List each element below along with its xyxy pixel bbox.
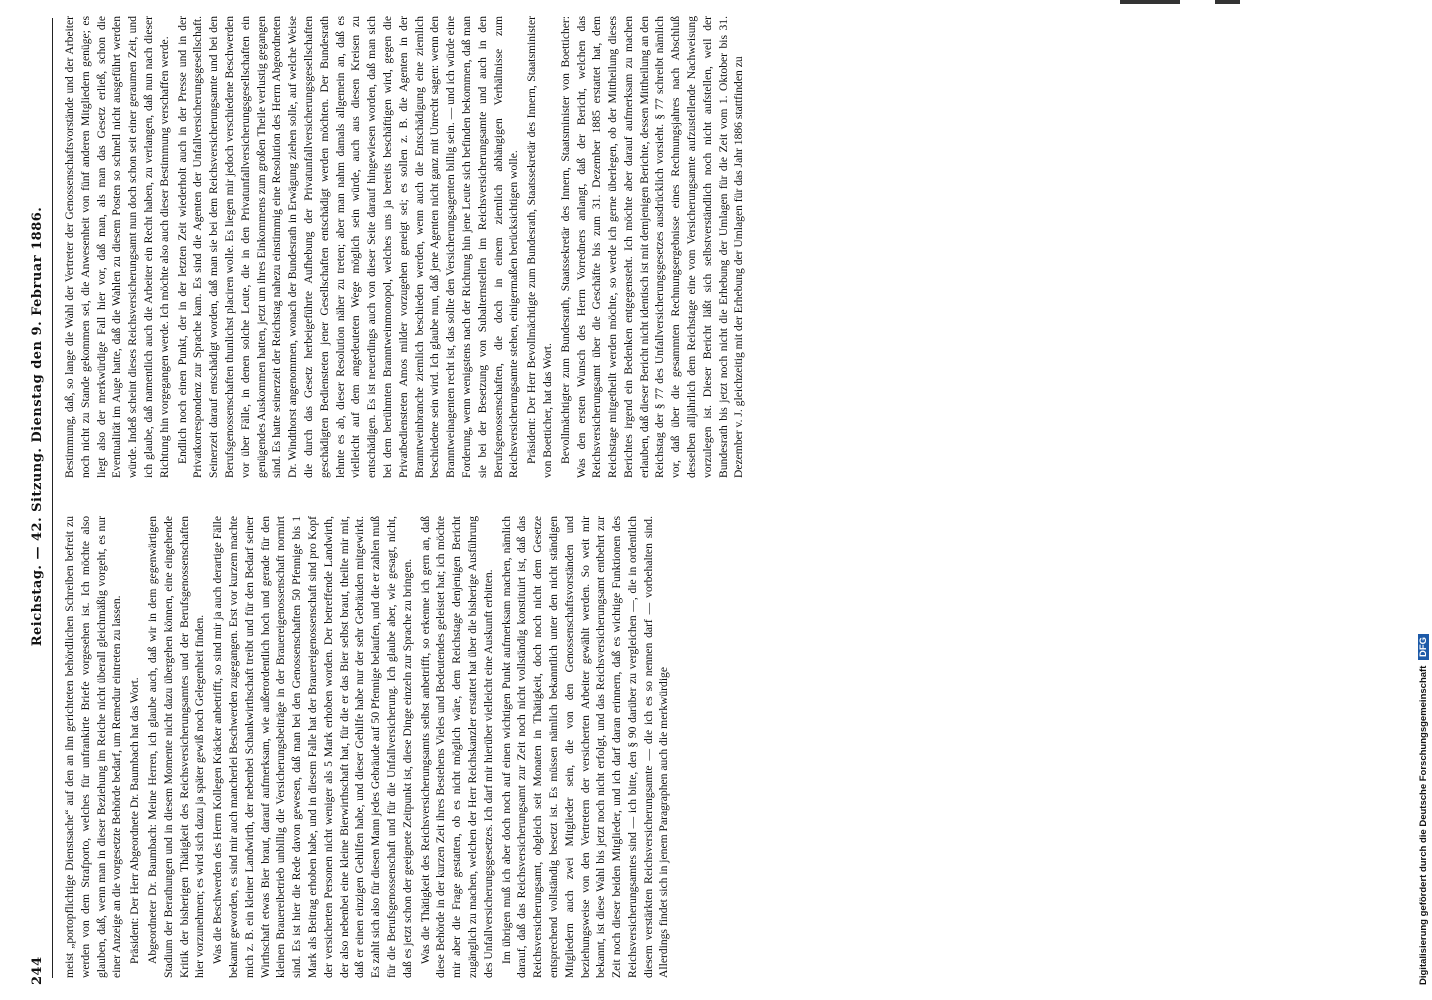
text-column-left (62, 516, 671, 978)
paragraph: Endlich noch einen Punkt, der in der letzten Zeit wiederholt auch in der Presse und in der Privatkorrespondenz zur Sprache kam. Es sind die Agenten der Unfallversicherungsgesellschaft. Seinerzeit darauf entschädigt worden, daß man sie bei dem Reichsversicherungsamte und bei den Berufsgenossenschaften thunlichst placiren wolle. Es liegen mir jedoch verschiedene Beschwerden vor über Fälle, in denen solche Leute, die in den Privatunfallversicherungsgesellschaften ein genügendes Auskommen hatten, jetzt um ihres Einkommens zum großen Theile verlustig gegangen sind. Es hatte seinerzeit der Reichstag nahezu einstimmig eine Resolution des Herrn Abgeordneten Dr. Windthorst angenommen, wonach der Bundesrath in Erwägung ziehen solle, auf welche Weise die durch das Gesetz herbeigeführte Aufhebung der Privatunfallversicherungsgesellschaften geschädigten Bediensteten jener Gesellschaften entschädigt werden möchten. Der Bundesrath lehnte es ab, dieser Resolution näher zu treten; aber man nahm damals allgemein an, daß es vielleicht auf dem angedeuteten Wege möglich sein würde, auch aus diesen Kreisen zu entschädigen. Es ist neuerdings auch von dieser Seite darauf hingewiesen worden, daß man sich bei dem berühmten Branntweinmonopol, welches uns ja bereits beschäftigen wird, gegen die Privatbediensteten Amos milder vorzugehen geneigt sei; es sollen z. B. die Agenten in der Branntweinbranche ziemlich beschieden werden, wenn auch die Entschädigung eine ziemlich beschiedene sein wird. Ich glaube nun, daß jene Agenten nicht ganz mit Unrecht sagen: wenn den Branntweinagenten recht ist, das sollte den Versicherungsagenten billig sein. — und ich würde eine Forderung, wenn wenigstens nach der Richtung hin jene Leute sich befinden bekommen, daß man sie bei der Besetzung von Subalternstellen im Reichsversicherungsamte und auch in den Berufsgenossenschaften, die doch in einem ziemlich abhängigen Verhältnisse zum Reichsversicherungsamte stehen, einigermaßen berücksichtigen wolle. (175, 16, 521, 478)
paragraph: Was die Beschwerden des Herrn Kollegen Kräcker anbetrifft, so sind mir ja auch derartige Fälle bekannt geworden, es sind mir auch mancherlei Beschwerden zugegangen. Erst vor kurzem machte mich z. B. ein kleiner Landwirth, der nebenbei Schankwirthschaft treibt und für den Bedarf seiner Wirthschaft etwas Bier braut, darauf aufmerksam, wie außerordentlich hoch und gerade für den kleinen Brauereibetrieb unbillig die Versicherungsbeiträge in der Brauereigenossenschaft normirt sind. Es ist hier die Rede davon gewesen, daß man bei den Genossenschaften 50 Pfennige bis 1 Mark als Beitrag erhoben habe, und in diesem Falle hat der Brauereigenossenschaft sind pro Kopf der versicherten Personen nicht weniger als 5 Mark erhoben worden. Der betreffende Landwirth, der also nebenbei eine kleine Bierwirthschaft hat, für die er das Bier selbst braut, theilte mir mit, daß er einen einzigen Gehilfen habe, und dieser Gehilfe habe nur der sehr Gebräuden mitgewirkt. Es zahlt sich also für diesen Mann jedes Gebräude auf 50 Pfennige belaufen, und die er zahlen muß für die Berufsgenossenschaft und für die Unfallversicherung. Ich glaube aber, wie gesagt, nicht, daß es jetzt schon der geeignete Zeitpunkt ist, diese Dinge einzeln zur Sprache zu bringen. (211, 516, 414, 978)
header-rule (52, 18, 53, 978)
paragraph: Präsident: Der Herr Bevollmächtigte zum Bundesrath, Staatssekretär des Innern, Staatsminister von Boetticher, hat das Wort. (525, 16, 554, 478)
digitization-text: Digitalisierung gefördert durch die Deutsche Forschungsgemeinschaft (1418, 665, 1429, 985)
digitization-note (1418, 634, 1429, 985)
page-number: 244 (30, 956, 45, 985)
paragraph: Präsident: Der Herr Abgeordnete Dr. Baumbach hat das Wort. (128, 677, 142, 964)
scan-artifact (1215, 0, 1240, 4)
paragraph: Bestimmung, daß, so lange die Wahl der Vertreter der Genossenschaftsvorstände und der Arbeiter noch nicht zu Stande gekommen sei, die Anwesenheit von fünf anderen Mitgliedern genüge; es liegt also der merkwürdige Fall hier vor, daß man, als man das Gesetz erließ, schon die Eventualität im Auge hatte, daß die Wahlen zu diesem Posten so schnell nicht ausgeführt werden würde. Indeß scheint dieses Reichsversicherungsamt nun doch schon seit einer geraumen Zeit, und ich glaube, daß namentlich auch die Arbeiter ein Recht haben, zu verlangen, daß nun nach dieser Richtung hin vorgegangen werde. Ich möchte also auch dieser Bestimmung verschaffen werde. (63, 16, 171, 478)
running-title: Reichstag. — 42. Sitzung. Dienstag den 9. Februar 1886. (30, 206, 45, 647)
paragraph: Abgeordneter Dr. Baumbach: Meine Herren, ich glaube auch, daß wir in dem gegenwärtigen Stadium der Berathungen und in diesem Momente nicht dazu übergehen können, eine eingehende Kritik der bisherigen Thätigkeit des Reichsversicherungsamtes und der Berufsgenossenschaften hier vorzunehmen; es wird sich dazu ja später gewiß noch Gelegenheit finden. (145, 516, 207, 978)
page-header (30, 207, 45, 985)
paragraph: Im übrigen muß ich aber doch noch auf einen wichtigen Punkt aufmerksam machen, nämlich darauf, daß das Reichsversicherungsamt zur Zeit noch nicht vollständig konstituirt ist, daß das Reichsversicherungsamt, obgleich seit Monaten in Thätigkeit, doch noch nicht dem Gesetze entsprechend vollständig besetzt ist. Es müssen nämlich bekanntlich unter den nicht ständigen Mitgliedern auch zwei Mitglieder sein, die von den Genossenschaftsvorständen und beziehungsweise von den Vertretern der versicherten Arbeiter gewählt werden. So weit mir bekannt, ist diese Wahl bis jetzt noch nicht erfolgt, und das Reichsversicherungsamt entbehrt zur Zeit noch dieser beiden Mitglieder, und ich darf daran erinnern, daß es wichtige Funktionen des Reichsversicherungsamtes sind — ich bitte, den § 90 darüber zu vergleichen —, die in ordentlich diesem verstärkten Reichsversicherungsamte — die ich es so nennen darf — vorbehalten sind. Allerdings findet sich in jenem Paragraphen auch die merkwürdige (499, 516, 671, 978)
scan-artifact (1120, 0, 1180, 4)
paragraph: Bevollmächtigter zum Bundesrath, Staatssekretär des Innern, Staatsminister von Boetticher: Was den ersten Wunsch des Herrn Vorredners anlangt, daß der Bericht, welchen das Reichsversicherungsamt über die Geschäfte bis zum 31. Dezember 1885 erstattet hat, dem Reichstage mitgetheilt werden möchte, so werde ich gerne überlegen, ob der Mittheilung dieses Berichtes irgend ein Bedenken entgegensteht. Ich möchte aber darauf aufmerksam zu machen erlauben, daß dieser Bericht nicht identisch ist mit demjenigen Berichte, dessen Mittheilung an den Reichstag der § 77 des Unfallversicherungsgesetzes ausdrücklich vorsieht. § 77 schreibt nämlich vor, daß über die gesammten Rechnungsergebnisse eines Rechnungsjahres nach Abschluß desselben alljährlich dem Reichstage eine vom Versicherungsamte aufzustellende Nachweisung vorzulegen ist. Dieser Bericht läßt sich selbstverständlich noch nicht aufstellen, weil der Bundesrath bis jetzt noch nicht die Erhebung der Umlagen für die Zeit vom 1. Oktober bis 31. Dezember v. J. gleichzeitig mit der Erhebung der Umlagen für das Jahr 1886 stattfinden zu (558, 16, 746, 478)
paragraph: meist „portopflichtige Dienstsache“ auf den an ihn gerichteten behördlichen Schreiben befreit zu werden von dem Strafporto, welches für unfrankirte Briefe vorgesehen ist. Ich möchte also glauben, daß, wenn man in dieser Beziehung im Reiche nicht überall gleichmäßig vorgeht, es nur einer Anzeige an die vorgesetzte Behörde bedarf, um Remedur eintreten zu lassen. (63, 516, 124, 978)
dfg-logo: DFG (1418, 634, 1429, 660)
paragraph: Was die Thätigkeit des Reichsversicherungsamts selbst anbetrifft, so erkenne ich gern an, daß diese Behörde in der kurzen Zeit ihres Bestehens Vieles und Bedeutendes geleistet hat; ich möchte mir aber die Frage gestatten, ob es nicht möglich wäre, dem Reichstage denjenigen Bericht zugänglich zu machen, welchen der Herr Reichskanzler erstattet hat über die bisherige Ausführung des Unfallversicherungsgesetzes. Ich darf mir hierüber vielleicht eine Auskunft erbitten. (418, 516, 495, 978)
text-column-right (62, 16, 1402, 478)
